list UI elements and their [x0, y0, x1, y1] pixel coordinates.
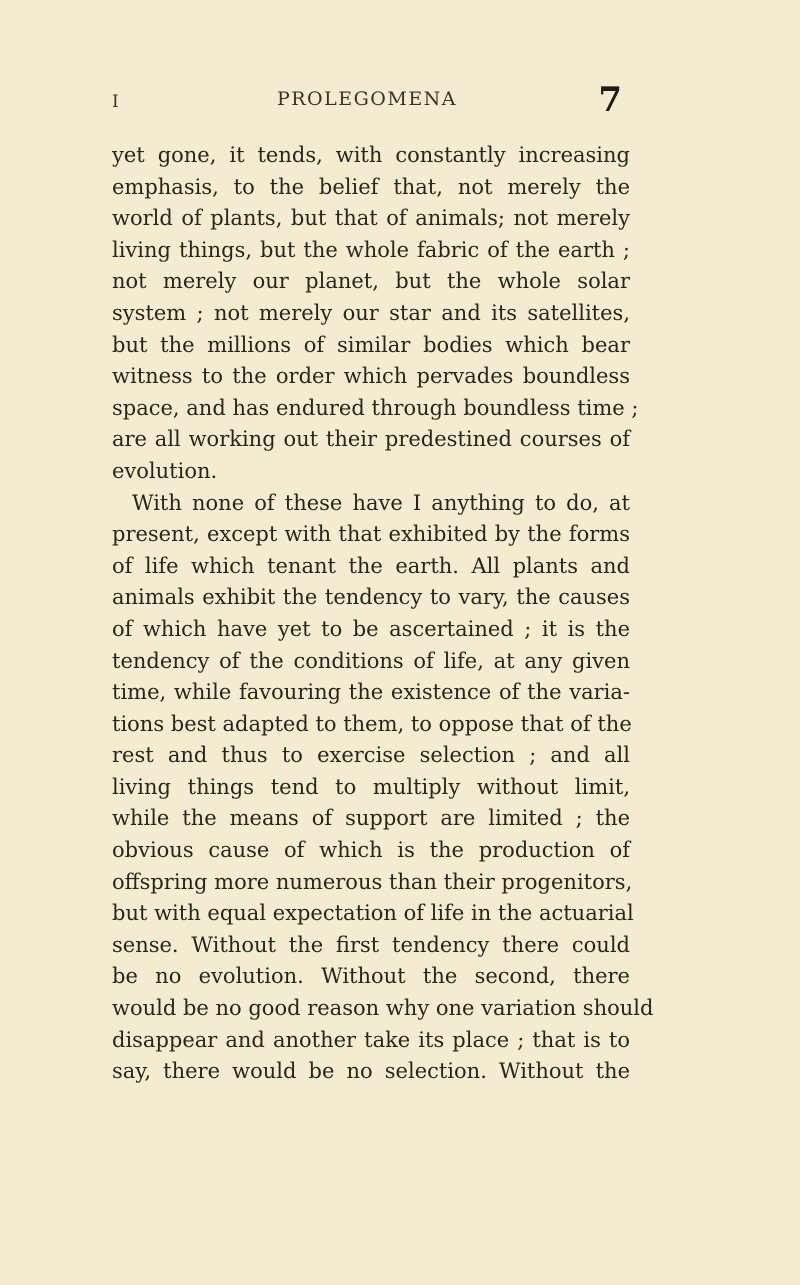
text-line: disappear and another take its place ; that is to [112, 1027, 630, 1052]
text-line: of which have yet to be ascertained ; it is the [112, 616, 630, 641]
paragraph-start-line: With none of these have I anything to do, at [132, 490, 630, 515]
text-line: animals exhibit the tendency to vary, the causes [112, 585, 630, 610]
page-number: 7 [598, 80, 622, 120]
text-line: be no evolution. Without the second, there [112, 964, 630, 989]
text-line: not merely our planet, but the whole solar [112, 269, 630, 294]
paragraph-end-line: evolution. [112, 458, 218, 483]
text-line: system ; not merely our star and its satellites, [112, 300, 630, 325]
text-line: obvious cause of which is the production of [112, 838, 630, 863]
text-line: of life which tenant the earth. All plants and [112, 553, 630, 578]
text-line: but the millions of similar bodies which bear [112, 332, 630, 357]
text-line: time, while favouring the existence of the varia- [112, 680, 630, 705]
text-line: witness to the order which pervades boundless [112, 364, 630, 389]
chapter-number: I [112, 92, 119, 112]
text-line: tendency of the conditions of life, at any given [112, 648, 630, 673]
text-line: say, there would be no selection. Without the [112, 1059, 630, 1084]
text-line: while the means of support are limited ; the [112, 806, 630, 831]
text-line: tions best adapted to them, to oppose that of the [112, 711, 632, 736]
text-line: living things tend to multiply without limit, [112, 774, 630, 799]
text-line: present, except with that exhibited by the forms [112, 522, 630, 547]
text-line: emphasis, to the belief that, not merely the [112, 174, 630, 199]
text-line: offspring more numerous than their progenitors, [112, 869, 633, 894]
text-line: world of plants, but that of animals; not merely [112, 206, 630, 231]
text-line: living things, but the whole fabric of the earth ; [112, 237, 630, 262]
running-head [112, 82, 622, 122]
text-line: sense. Without the first tendency there could [112, 932, 630, 957]
running-title: PROLEGOMENA [276, 88, 458, 110]
text-line: are all working out their predestined courses of [112, 427, 630, 452]
text-line: but with equal expectation of life in the actuarial [112, 901, 634, 926]
text-line: would be no good reason why one variation should [112, 996, 654, 1021]
body-text [112, 140, 654, 1088]
text-line: yet gone, it tends, with constantly increasing [112, 143, 630, 167]
text-line: rest and thus to exercise selection ; and all [112, 743, 630, 768]
text-line: space, and has endured through boundless time ; [112, 395, 639, 420]
